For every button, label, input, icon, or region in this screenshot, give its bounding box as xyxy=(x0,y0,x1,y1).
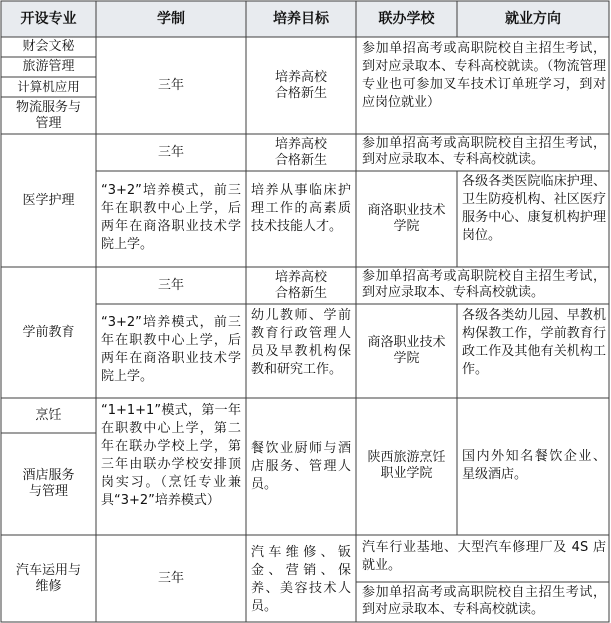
header-major: 开设专业 xyxy=(1,1,96,37)
partner-medical: 商洛职业技术 学院 xyxy=(367,203,446,234)
major-auto: 汽车运用与 维修 xyxy=(15,562,81,594)
duration-medical-3plus2: “3+2”培养模式，前三年在职教中心上学，后两年在商洛职业技术学院上学。 xyxy=(101,183,241,252)
goal-medical-talent: 培养从事临床护理工作的高素质技术技能人才。 xyxy=(251,183,351,234)
duration-group1: 三年 xyxy=(157,77,184,93)
employment-hotel-jobs: 国内外知名餐饮企业、 星级酒店。 xyxy=(462,449,606,482)
employment-auto-base: 汽车行业基地、大型汽车修理厂及 4S 店就业。 xyxy=(362,540,606,573)
employment-group1: 参加单招高考或高职院校自主招生考试，到对应录取本、专科高校就读。（物流管理专业也可参加叉车技术订单班学习，到对应岗位就业） xyxy=(362,41,606,110)
employment-medical-jobs: 各级各类医院临床护理、卫生防疫机构、社区医疗服务中心、康复机构护理岗位。 xyxy=(462,174,606,243)
goal-medical-exam: 培养高校 合格新生 xyxy=(274,136,327,168)
header-employment: 就业方向 xyxy=(457,1,609,37)
major-computer: 计算机应用 xyxy=(17,79,80,94)
header-goal: 培养目标 xyxy=(246,1,356,37)
duration-preschool-3yr: 三年 xyxy=(157,277,184,293)
major-tourism: 旅游管理 xyxy=(22,59,75,74)
duration-preschool-3plus2: “3+2”培养模式，前三年在职教中心上学，后两年在商洛职业技术学院上学。 xyxy=(101,315,241,384)
major-preschool: 学前教育 xyxy=(22,324,75,340)
header-duration: 学制 xyxy=(96,1,246,37)
header-partner: 联办学校 xyxy=(356,1,457,37)
major-finance: 财会文秘 xyxy=(22,39,75,54)
employment-auto-exam: 参加单招高考或高职院校自主招生考试，到对应录取本、专科高校就读。 xyxy=(362,585,606,617)
duration-auto: 三年 xyxy=(157,570,184,586)
employment-preschool-jobs: 各级各类幼儿园、早教机构保教工作，学前教育行政工作及其他有关机构工作。 xyxy=(462,308,606,377)
goal-preschool-talent: 幼儿教师、学前教育行政管理人员及早教机构保教和研究工作。 xyxy=(251,308,351,377)
duration-hotel-111: “1+1+1”模式，第一年在职教中心上学，第二年在联办学校上学，第三年由联办学校安排顶岗实习。（烹饪专业兼具“3+2”培养模式） xyxy=(101,403,241,508)
major-logistics: 物流服务与 管理 xyxy=(15,99,81,131)
duration-medical-3yr: 三年 xyxy=(157,144,184,160)
partner-preschool: 商洛职业技术 学院 xyxy=(367,335,446,366)
major-hotel: 酒店服务 与管理 xyxy=(22,468,75,499)
employment-preschool-exam: 参加单招高考或高职院校自主招生考试，到对应录取本、专科高校就读。 xyxy=(362,269,606,300)
goal-hotel-talent: 餐饮业厨师与酒店服务、管理人员。 xyxy=(251,441,351,492)
goal-preschool-exam: 培养高校 合格新生 xyxy=(274,269,327,301)
major-medical: 医学护理 xyxy=(22,192,75,208)
goal-group1: 培养高校 合格新生 xyxy=(274,69,327,101)
goal-auto-talent: 汽车维修、钣金、营销、保养、美容技术人员。 xyxy=(251,545,351,614)
major-cooking: 烹饪 xyxy=(35,407,62,423)
partner-hotel: 陕西旅游烹饪 职业学院 xyxy=(367,450,446,481)
employment-medical-exam: 参加单招高考或高职院校自主招生考试，到对应录取本、专科高校就读。 xyxy=(362,136,606,167)
